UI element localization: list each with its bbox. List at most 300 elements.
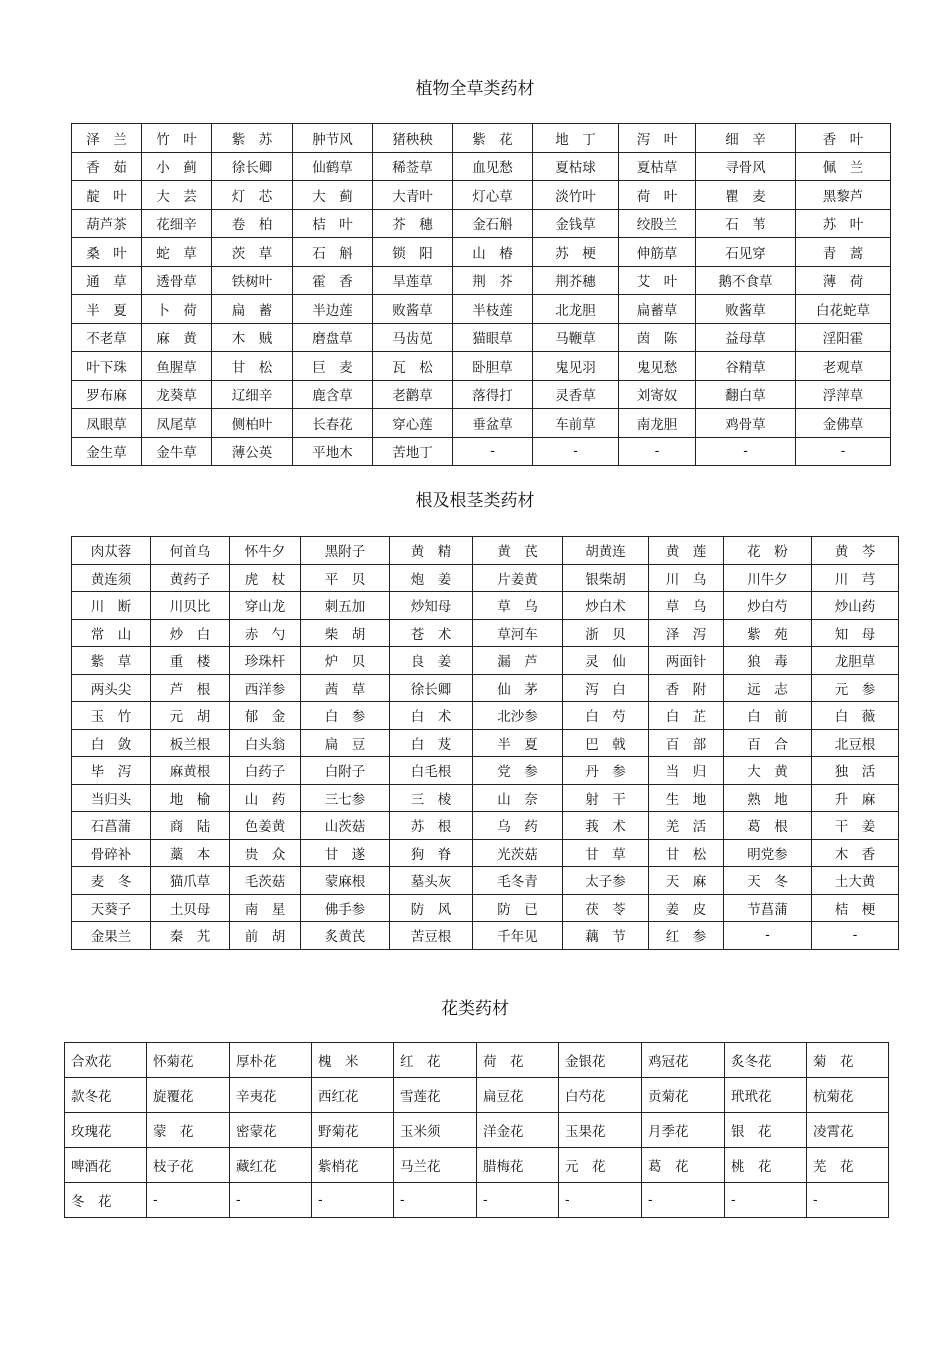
herb-cell: 柴 胡 [301,619,390,647]
herb-cell: 木 香 [812,839,899,867]
herb-cell: 茵 陈 [619,323,696,352]
herb-cell: 党 参 [473,757,563,785]
herb-cell: 红 花 [394,1043,477,1078]
table-row [72,812,899,840]
herb-cell: 穿心莲 [373,409,453,438]
herb-cell: - [696,437,796,466]
herb-cell: - [477,1183,559,1218]
herb-cell: 节菖蒲 [724,894,812,922]
herb-cell: 薄 荷 [796,266,891,295]
table-row [72,181,891,210]
herb-cell: 黄 莲 [649,537,724,565]
herb-cell: 鸡骨草 [696,409,796,438]
herb-cell: 紫梢花 [312,1148,394,1183]
herb-cell: - [725,1183,807,1218]
herb-cell: 麦 冬 [72,867,151,895]
herb-cell: 西红花 [312,1078,394,1113]
herb-cell: 金石斛 [453,209,533,238]
herb-cell: - [619,437,696,466]
herb-cell: 金佛草 [796,409,891,438]
herb-cell: 炙冬花 [725,1043,807,1078]
herb-cell: 透骨草 [142,266,212,295]
herb-cell: 啤酒花 [65,1148,147,1183]
herb-cell: 灯 芯 [212,181,293,210]
herb-cell: 竹 叶 [142,124,212,153]
herb-cell: 款冬花 [65,1078,147,1113]
herb-cell: 瞿 麦 [696,181,796,210]
herb-cell: 山 椿 [453,238,533,267]
herb-cell: 金生草 [72,437,142,466]
herb-cell: 防 已 [473,894,563,922]
table-row [72,647,899,675]
herb-cell: 川 芎 [812,564,899,592]
herb-cell: 艾 叶 [619,266,696,295]
herb-cell: 马齿苋 [373,323,453,352]
herb-cell: 野菊花 [312,1113,394,1148]
herb-cell: 老鹳草 [373,380,453,409]
table-row [72,537,899,565]
herb-cell: 蒙麻根 [301,867,390,895]
herb-cell: 扁 蓄 [212,295,293,324]
herb-cell: 巨 麦 [293,352,373,381]
herb-cell: 木 贼 [212,323,293,352]
herb-cell: 荷 花 [477,1043,559,1078]
herb-cell: 卜 荷 [142,295,212,324]
herb-cell: 半 夏 [473,729,563,757]
herb-cell: 两头尖 [72,674,151,702]
herb-cell: 靛 叶 [72,181,142,210]
table-row [72,437,891,466]
herb-cell: 葫芦茶 [72,209,142,238]
herb-cell: 灵香草 [533,380,619,409]
herb-cell: 扁蓄草 [619,295,696,324]
table-row [72,674,899,702]
table-row [72,295,891,324]
table-row [72,729,899,757]
herb-cell: 黄药子 [151,564,230,592]
herb-cell: 葛 根 [724,812,812,840]
herb-cell: 白 芨 [390,729,473,757]
herb-cell: 胡黄连 [563,537,649,565]
herb-cell: 杭菊花 [807,1078,889,1113]
herb-cell: 罗布麻 [72,380,142,409]
herb-cell: - [533,437,619,466]
herb-cell: 山茨菇 [301,812,390,840]
herb-cell: 霍 香 [293,266,373,295]
herb-cell: 密蒙花 [230,1113,312,1148]
herb-cell: 龙葵草 [142,380,212,409]
herb-cell: 芥 穗 [373,209,453,238]
herb-cell: 桔 叶 [293,209,373,238]
herb-cell: 毕 泻 [72,757,151,785]
herb-cell: 槐 米 [312,1043,394,1078]
herb-cell: 射 干 [563,784,649,812]
herb-cell: - [147,1183,230,1218]
herb-cell: 黄 芪 [473,537,563,565]
herb-cell: - [453,437,533,466]
herb-cell: 川贝比 [151,592,230,620]
herb-cell: 知 母 [812,619,899,647]
herb-cell: 磨盘草 [293,323,373,352]
herb-cell: - [559,1183,642,1218]
herb-cell: - [642,1183,725,1218]
table-row [72,380,891,409]
herb-cell: 白 参 [301,702,390,730]
herb-cell: 侧柏叶 [212,409,293,438]
herb-cell: 合欢花 [65,1043,147,1078]
table-row [72,839,899,867]
herb-cell: 黄连须 [72,564,151,592]
herb-cell: 车前草 [533,409,619,438]
herb-cell: 香 茹 [72,152,142,181]
herb-cell: 秦 艽 [151,922,230,950]
herb-cell: 三七参 [301,784,390,812]
herb-cell: 冬 花 [65,1183,147,1218]
herb-cell: 白芍花 [559,1078,642,1113]
herb-cell: 白 芷 [649,702,724,730]
herb-cell: - [394,1183,477,1218]
herb-cell: 炉 贝 [301,647,390,675]
herb-cell: 升 麻 [812,784,899,812]
herb-cell: 金果兰 [72,922,151,950]
herb-cell: 桑 叶 [72,238,142,267]
herb-cell: 毛冬青 [473,867,563,895]
herb-cell: 天葵子 [72,894,151,922]
herb-cell: 赤 勺 [230,619,301,647]
herb-cell: 芜 花 [807,1148,889,1183]
herb-cell: 灯心草 [453,181,533,210]
herb-cell: 北豆根 [812,729,899,757]
herb-cell: 猪秧秧 [373,124,453,153]
herb-cell: 草 乌 [649,592,724,620]
herb-cell: 板兰根 [151,729,230,757]
herb-cell: 炒白芍 [724,592,812,620]
herb-cell: 鹅不食草 [696,266,796,295]
herb-cell: 南 星 [230,894,301,922]
herb-cell: 生 地 [649,784,724,812]
herb-cell: 元 参 [812,674,899,702]
herb-cell: 石见穿 [696,238,796,267]
herb-cell: 虎 杖 [230,564,301,592]
table-row [65,1148,889,1183]
table-row [72,702,899,730]
herb-cell: 益母草 [696,323,796,352]
herb-cell: 泻 叶 [619,124,696,153]
herb-cell: 元 花 [559,1148,642,1183]
herb-cell: 山 药 [230,784,301,812]
table-row [72,152,891,181]
herb-cell: 香 叶 [796,124,891,153]
table-row [72,867,899,895]
herb-cell: 谷精草 [696,352,796,381]
herb-cell: 卧胆草 [453,352,533,381]
herb-cell: 铁树叶 [212,266,293,295]
herb-cell: 鱼腥草 [142,352,212,381]
herb-cell: 辛夷花 [230,1078,312,1113]
herb-cell: 炒山药 [812,592,899,620]
herb-cell: 红 参 [649,922,724,950]
herb-cell: 白附子 [301,757,390,785]
herb-cell: 墓头灰 [390,867,473,895]
herb-cell: 泽 兰 [72,124,142,153]
herb-cell: 浮萍草 [796,380,891,409]
herb-cell: 玫瑰花 [65,1113,147,1148]
table-row [72,352,891,381]
herb-cell: 老观草 [796,352,891,381]
herb-cell: 炮 姜 [390,564,473,592]
herb-cell: 甘 草 [563,839,649,867]
herb-cell: 白 前 [724,702,812,730]
herb-cell: 败酱草 [696,295,796,324]
herb-cell: 苏 叶 [796,209,891,238]
herb-cell: 凌霄花 [807,1113,889,1148]
table-row [72,124,891,153]
herb-cell: 重 楼 [151,647,230,675]
herb-cell: 炒 白 [151,619,230,647]
herb-cell: - [312,1183,394,1218]
herb-cell: 防 风 [390,894,473,922]
herb-cell: 小 蓟 [142,152,212,181]
herb-cell: 川 断 [72,592,151,620]
herb-cell: 麻 黄 [142,323,212,352]
herb-cell: 厚朴花 [230,1043,312,1078]
table-row [65,1043,889,1078]
table-row [72,238,891,267]
herb-cell: 叶下珠 [72,352,142,381]
table-row [72,922,899,950]
herb-cell: 腊梅花 [477,1148,559,1183]
herb-cell: 泻 白 [563,674,649,702]
herb-cell: 不老草 [72,323,142,352]
herb-cell: 花细辛 [142,209,212,238]
herb-cell: 土大黄 [812,867,899,895]
herb-cell: 苍 术 [390,619,473,647]
herb-cell: 光茨菇 [473,839,563,867]
herb-cell: 南龙胆 [619,409,696,438]
herb-cell: 良 姜 [390,647,473,675]
herb-cell: 草 乌 [473,592,563,620]
herb-cell: 白花蛇草 [796,295,891,324]
herb-cell: 狼 毒 [724,647,812,675]
herb-cell: 白 术 [390,702,473,730]
herb-cell: 三 棱 [390,784,473,812]
herb-cell: 绞股兰 [619,209,696,238]
herb-cell: 常 山 [72,619,151,647]
herb-cell: 苏 梗 [533,238,619,267]
herb-cell: 浙 贝 [563,619,649,647]
herb-cell: 紫 苏 [212,124,293,153]
herb-cell: 藁 本 [151,839,230,867]
herb-cell: 薄公英 [212,437,293,466]
herb-cell: 大 黄 [724,757,812,785]
herb-cell: 珍珠杆 [230,647,301,675]
herb-cell: 锁 阳 [373,238,453,267]
herb-cell: 白 敛 [72,729,151,757]
herb-cell: 半边莲 [293,295,373,324]
herb-cell: 紫 草 [72,647,151,675]
herb-cell: 金钱草 [533,209,619,238]
herb-cell: 片姜黄 [473,564,563,592]
table-row [72,564,899,592]
herb-cell: 太子参 [563,867,649,895]
herb-cell: 刺五加 [301,592,390,620]
herb-cell: 独 活 [812,757,899,785]
herb-cell: 黄 精 [390,537,473,565]
herb-cell: 寻骨风 [696,152,796,181]
herb-cell: 姜 皮 [649,894,724,922]
herb-cell: 洋金花 [477,1113,559,1148]
herb-cell: 茜 草 [301,674,390,702]
herb-cell: 炒白术 [563,592,649,620]
herb-cell: 马兰花 [394,1148,477,1183]
herb-cell: 桃 花 [725,1148,807,1183]
herb-cell: 蒙 花 [147,1113,230,1148]
herb-cell: 干 姜 [812,812,899,840]
herb-cell: 菊 花 [807,1043,889,1078]
herb-cell: 泽 泻 [649,619,724,647]
herb-cell: 黑附子 [301,537,390,565]
herb-cell: 天 冬 [724,867,812,895]
herb-cell: 青 蒿 [796,238,891,267]
herb-cell: 徐长卿 [390,674,473,702]
herb-cell: 翻白草 [696,380,796,409]
herb-cell: 桔 梗 [812,894,899,922]
herb-cell: 玉 竹 [72,702,151,730]
herb-cell: 玉果花 [559,1113,642,1148]
herb-cell: 山 奈 [473,784,563,812]
herb-cell: 马鞭草 [533,323,619,352]
herb-cell: 伸筋草 [619,238,696,267]
herb-cell: 丹 参 [563,757,649,785]
herb-cell: 金牛草 [142,437,212,466]
herb-cell: 大 芸 [142,181,212,210]
table-row [72,323,891,352]
herb-cell: 藏红花 [230,1148,312,1183]
table-row [72,409,891,438]
herb-cell: 仙鹤草 [293,152,373,181]
herb-cell: 芦 根 [151,674,230,702]
herb-cell: 草河车 [473,619,563,647]
herb-cell: 黄 芩 [812,537,899,565]
herb-cell: - [812,922,899,950]
herb-cell: 鬼见羽 [533,352,619,381]
herb-cell: 紫 苑 [724,619,812,647]
herb-cell: 川牛夕 [724,564,812,592]
herb-cell: 月季花 [642,1113,725,1148]
herb-cell: 色姜黄 [230,812,301,840]
herb-cell: 北龙胆 [533,295,619,324]
table-row [65,1113,889,1148]
section-title: 根及根茎类药材 [415,491,535,511]
herb-cell: 凤尾草 [142,409,212,438]
table-row [72,784,899,812]
herb-cell: 茯 苓 [563,894,649,922]
herb-cell: 郁 金 [230,702,301,730]
herb-cell: 徐长卿 [212,152,293,181]
herb-cell: 肿节风 [293,124,373,153]
table-row [72,266,891,295]
herb-cell: 龙胆草 [812,647,899,675]
herb-cell: 雪莲花 [394,1078,477,1113]
herb-cell: 白毛根 [390,757,473,785]
herb-cell: 紫 花 [453,124,533,153]
herb-cell: 鬼见愁 [619,352,696,381]
herb-cell: 北沙参 [473,702,563,730]
herb-cell: 地 榆 [151,784,230,812]
herb-cell: 天 麻 [649,867,724,895]
herb-cell: 贡菊花 [642,1078,725,1113]
herb-cell: 川 乌 [649,564,724,592]
herb-cell: 花 粉 [724,537,812,565]
herb-cell: - [796,437,891,466]
herb-cell: 淫阳霍 [796,323,891,352]
herb-cell: 枝子花 [147,1148,230,1183]
herb-cell: 百 合 [724,729,812,757]
herb-cell: 地 丁 [533,124,619,153]
herb-cell: 葛 花 [642,1148,725,1183]
herb-cell: 刘寄奴 [619,380,696,409]
herb-cell: 蛇 草 [142,238,212,267]
herb-cell: 淡竹叶 [533,181,619,210]
herb-cell: 当 归 [649,757,724,785]
herb-cell: 旋覆花 [147,1078,230,1113]
herb-cell: 漏 芦 [473,647,563,675]
table-row [72,757,899,785]
herb-cell: 扁 豆 [301,729,390,757]
herb-cell: 佩 兰 [796,152,891,181]
herb-cell: 狗 脊 [390,839,473,867]
herb-cell: 猫爪草 [151,867,230,895]
herb-cell: 苦豆根 [390,922,473,950]
herb-cell: 卷 柏 [212,209,293,238]
herb-cell: 茨 草 [212,238,293,267]
herb-cell: 怀牛夕 [230,537,301,565]
section-title: 植物全草类药材 [415,79,535,99]
herb-cell: 白药子 [230,757,301,785]
herb-cell: 毛茨菇 [230,867,301,895]
herb-cell: 长春花 [293,409,373,438]
herb-cell: 两面针 [649,647,724,675]
herb-cell: 苏 根 [390,812,473,840]
herb-cell: 商 陆 [151,812,230,840]
herb-cell: 莪 术 [563,812,649,840]
herb-cell: 乌 药 [473,812,563,840]
herb-cell: 灵 仙 [563,647,649,675]
herb-cell: 甘 松 [649,839,724,867]
herb-cell: 猫眼草 [453,323,533,352]
herb-cell: 仙 茅 [473,674,563,702]
herb-cell: 玳玳花 [725,1078,807,1113]
table-row [65,1078,889,1113]
herb-cell: 荆 芥 [453,266,533,295]
herb-cell: 稀莶草 [373,152,453,181]
herb-cell: 扁豆花 [477,1078,559,1113]
herb-cell: 熟 地 [724,784,812,812]
table-row [72,592,899,620]
herb-cell: 玉米须 [394,1113,477,1148]
herb-cell: 炙黄芪 [301,922,390,950]
table-row [72,894,899,922]
herb-cell: 麻黄根 [151,757,230,785]
herb-cell: 炒知母 [390,592,473,620]
herb-cell: 半枝莲 [453,295,533,324]
herb-cell: 黑黎芦 [796,181,891,210]
herb-cell: 败酱草 [373,295,453,324]
herb-cell: 通 草 [72,266,142,295]
section-title: 花类药材 [441,999,509,1019]
herb-cell: 夏枯草 [619,152,696,181]
herb-cell: 细 辛 [696,124,796,153]
